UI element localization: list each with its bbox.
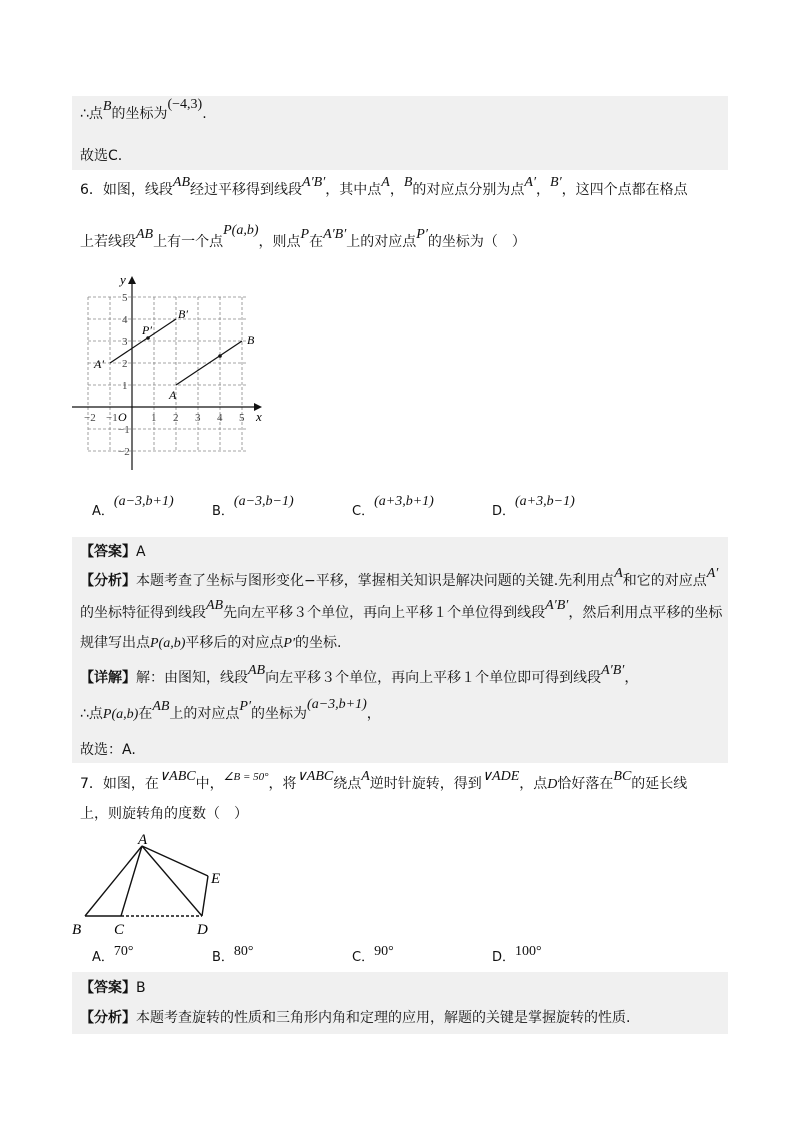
label-a: A — [138, 832, 148, 848]
q6-option-a[interactable] — [92, 494, 174, 520]
q6-analysis-line1 — [80, 566, 719, 592]
y-tick: 3 — [122, 336, 128, 348]
q7-stem-line1 — [80, 769, 688, 795]
answer-tag: 【答案】 — [80, 980, 136, 996]
text: 上的对应点 — [346, 234, 417, 250]
q6-answer — [80, 542, 146, 562]
side-ae — [142, 846, 208, 876]
text: 在 — [309, 234, 324, 250]
math-var: BC — [613, 769, 632, 784]
y-tick: 1 — [122, 380, 128, 392]
q6-choice: 故选：A. — [80, 742, 136, 758]
option-letter: B． — [212, 950, 234, 965]
text: 规律写出点 — [80, 635, 150, 651]
option-value: (a−3,b+1) — [113, 494, 174, 509]
answer-value: B — [136, 980, 146, 996]
text: 解：由图知，线段 — [136, 670, 248, 686]
text: 7．如图，在 — [80, 776, 159, 792]
side-ed — [202, 876, 208, 916]
math-var: A′B′ — [323, 227, 347, 242]
answer-value: A — [136, 544, 146, 560]
text: 的坐标. — [295, 635, 342, 651]
text: 向左平移３个单位，再向上平移１个单位即可得到线段 — [265, 670, 602, 686]
math-var: B — [102, 99, 112, 114]
text: 经过平移得到线段 — [190, 182, 303, 198]
text: 的延长线 — [631, 776, 688, 792]
math-var: B′ — [550, 175, 562, 190]
math-var: ∨ABC — [296, 769, 334, 784]
x-tick: 2 — [173, 412, 179, 424]
q7-analysis — [80, 1008, 630, 1028]
q7-option-a[interactable] — [92, 946, 134, 966]
rotation-triangle-figure — [70, 830, 240, 940]
option-letter: B． — [212, 504, 234, 519]
text: 恰好落在 — [557, 776, 614, 792]
label-b: B — [247, 333, 255, 347]
option-letter: D． — [492, 504, 516, 519]
coordinate-grid-figure — [70, 270, 270, 470]
text: ，其中点 — [325, 182, 382, 198]
side-ab — [85, 846, 142, 916]
text: ，点 — [519, 776, 548, 792]
math-point: P(a,b) — [102, 707, 139, 722]
option-value: 80° — [233, 944, 254, 959]
label-a: A — [169, 388, 177, 402]
text: ，这四个点都在格点 — [561, 182, 688, 198]
option-value: (a−3,b−1) — [233, 494, 294, 509]
y-axis-label: y — [120, 272, 126, 287]
x-tick: 5 — [239, 412, 245, 424]
text: 绕点 — [333, 776, 362, 792]
detail-tag: 【详解】 — [80, 670, 136, 686]
math-var: A′B′ — [601, 663, 625, 678]
text: ∴点 — [80, 106, 103, 122]
y-tick: 2 — [122, 358, 128, 370]
text: 的对应点分别为点 — [412, 182, 525, 198]
q6-analysis-line3 — [80, 633, 341, 654]
text: 上有一个点 — [153, 234, 224, 250]
text: 在 — [138, 706, 153, 722]
option-letter: A． — [92, 950, 114, 965]
analysis-tag: 【分析】 — [80, 1010, 136, 1026]
label-p-prime: P′ — [142, 323, 152, 337]
text: 平移后的对应点 — [185, 635, 284, 651]
y-tick: 5 — [122, 292, 128, 304]
x-axis-label: x — [256, 409, 262, 424]
math-var: ∨ADE — [481, 769, 520, 784]
text: ， — [624, 670, 639, 686]
text: ∴点 — [80, 706, 103, 722]
label-d: D — [197, 922, 208, 938]
text: 的坐标为（ ） — [427, 234, 526, 250]
prev-choice: 故选C. — [80, 148, 123, 164]
math-coord: (−4,3) — [167, 97, 203, 112]
math-var: AB — [136, 227, 154, 242]
text: 和它的对应点 — [622, 573, 707, 589]
q6-option-c[interactable] — [352, 494, 434, 520]
label-c: C — [114, 922, 125, 938]
text: 6．如图，线段 — [80, 182, 173, 198]
q6-option-d[interactable] — [492, 494, 575, 520]
math-point: P(a,b) — [150, 636, 186, 651]
q7-stem-line2: 上，则旋转角的度数（ ） — [80, 806, 248, 822]
y-tick: −2 — [118, 446, 130, 458]
side-ac — [121, 846, 142, 916]
text: 本题考查旋转的性质和三角形内角和定理的应用，解题的关键是掌握旋转的性质. — [136, 1010, 631, 1026]
answer-tag: 【答案】 — [80, 544, 136, 560]
math-var: AB — [172, 175, 191, 190]
math-var: AB — [206, 598, 224, 613]
math-var: A — [614, 566, 623, 581]
text: . — [202, 106, 207, 122]
q6-detail-line2 — [80, 697, 381, 725]
origin-label: O — [118, 410, 127, 424]
x-tick: −2 — [84, 412, 96, 424]
text: ， — [389, 182, 404, 198]
math-var: A′B′ — [302, 175, 326, 190]
side-ad — [142, 846, 202, 916]
text: ，然后利用点平移的坐标 — [568, 605, 723, 621]
x-tick: 4 — [217, 412, 223, 424]
y-tick: −1 — [118, 424, 130, 436]
text: ，则点 — [258, 234, 301, 250]
label-a-prime: A′ — [94, 357, 104, 371]
prev-conclusion — [80, 97, 207, 125]
x-tick: 3 — [195, 412, 201, 424]
y-tick-labels — [118, 292, 130, 458]
option-letter: A． — [92, 504, 114, 519]
q7-answer — [80, 978, 146, 998]
math-var: A′ — [524, 175, 537, 190]
q6-stem-line1 — [80, 175, 688, 201]
label-b: B — [72, 922, 82, 938]
q7-option-b[interactable] — [212, 946, 254, 966]
math-var: AB — [248, 663, 266, 678]
text: ，将 — [268, 776, 297, 792]
text: 先向左平移３个单位，再向上平移１个单位得到线段 — [223, 605, 546, 621]
math-var: P′ — [239, 699, 252, 714]
x-tick: 1 — [151, 412, 157, 424]
label-b-prime: B′ — [178, 307, 188, 321]
q6-option-b[interactable] — [212, 494, 294, 520]
math-var: P′ — [283, 636, 296, 651]
math-var: B — [403, 175, 413, 190]
text: 上的对应点 — [169, 706, 240, 722]
q6-stem-line2 — [80, 223, 526, 253]
math-angle: ∠B = 50° — [223, 771, 269, 783]
math-var: ∨ABC — [158, 769, 196, 784]
q7-option-c[interactable] — [352, 946, 394, 966]
math-var: A — [361, 769, 370, 784]
text: 逆时针旋转，得到 — [369, 776, 482, 792]
text: 的坐标为 — [251, 706, 308, 722]
option-letter: D． — [492, 950, 516, 965]
label-e: E — [211, 871, 221, 887]
grid-lines — [88, 297, 248, 451]
analysis-tag: 【分析】 — [80, 573, 136, 589]
math-var: AB — [152, 699, 170, 714]
text: 上若线段 — [80, 234, 136, 250]
text: 中， — [195, 776, 224, 792]
text: ， — [536, 182, 551, 198]
math-var: A′ — [706, 566, 719, 581]
text: 的坐标为 — [111, 106, 168, 122]
math-var: P′ — [416, 227, 428, 242]
text: 本题考查了坐标与图形变化−平移，掌握相关知识是解决问题的关键.先利用点 — [136, 573, 615, 589]
x-tick: −1 — [106, 412, 118, 424]
x-tick-labels — [84, 412, 245, 424]
math-var: A′B′ — [545, 598, 569, 613]
q7-option-d[interactable] — [492, 946, 542, 966]
point-p — [218, 354, 222, 358]
math-var: D — [547, 777, 558, 792]
option-value: 100° — [515, 944, 542, 959]
math-point: P(a,b) — [223, 223, 259, 238]
option-letter: C． — [352, 504, 375, 519]
option-letter: C． — [352, 950, 375, 965]
math-var: P — [300, 227, 310, 242]
option-value: 70° — [113, 944, 134, 959]
text: ， — [366, 706, 381, 722]
q6-analysis-line2 — [80, 598, 723, 624]
q6-detail-line1 — [80, 663, 639, 689]
option-value: (a+3,b−1) — [515, 494, 575, 509]
option-value: 90° — [374, 944, 394, 959]
y-tick: 4 — [122, 314, 128, 326]
math-var: A — [381, 175, 390, 190]
option-value: (a+3,b+1) — [374, 494, 434, 509]
text: 的坐标特征得到线段 — [80, 605, 206, 621]
math-coord: (a−3,b+1) — [307, 697, 367, 712]
y-axis-arrow-icon — [128, 276, 136, 284]
